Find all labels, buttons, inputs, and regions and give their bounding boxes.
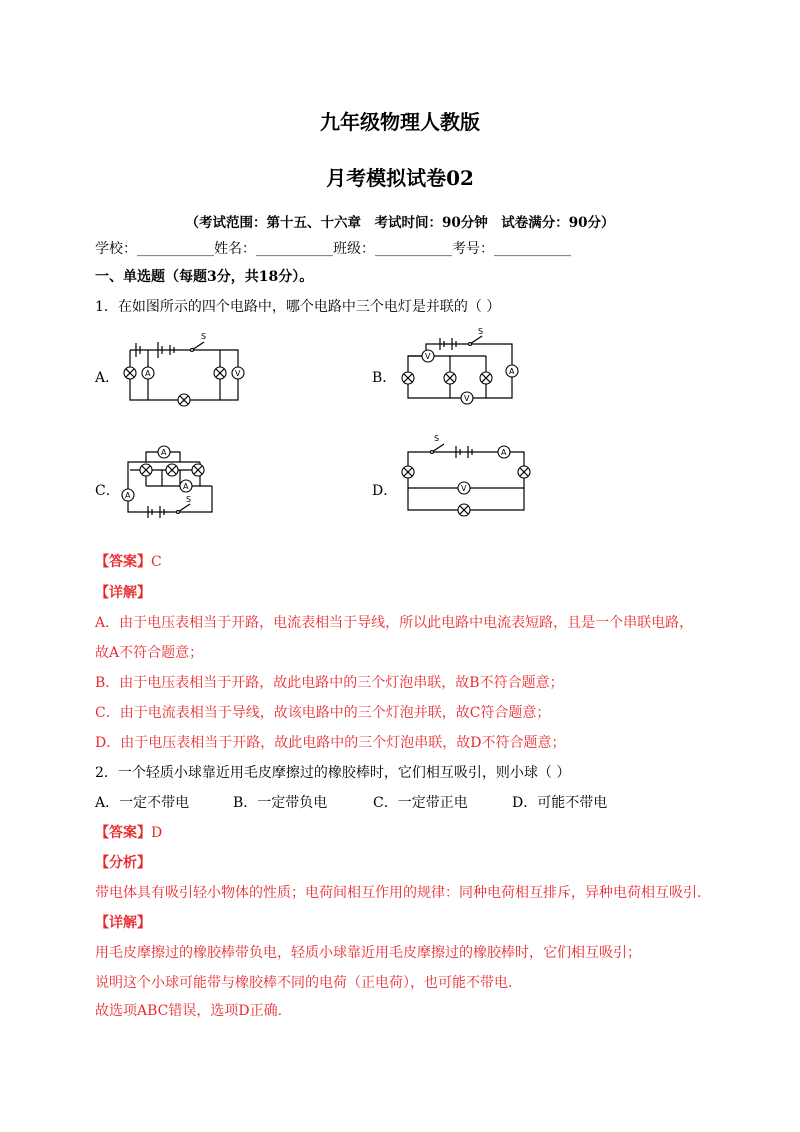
q1-detail-line: A．由于电压表相当于开路，电流表相当于导线，所以此电路中电流表短路，且是一个串联电路， bbox=[95, 615, 694, 631]
q2-analysis: 带电体具有吸引轻小物体的性质；电荷间相互作用的规律：同种电荷相互排斥，异种电荷相互吸引. bbox=[95, 885, 702, 901]
svg-text:A: A bbox=[161, 448, 167, 457]
svg-text:V: V bbox=[425, 352, 431, 361]
q2-option-c: C．一定带正电 bbox=[373, 795, 468, 811]
svg-text:S: S bbox=[478, 327, 484, 336]
exam-subtitle: 月考模拟试卷02 bbox=[326, 166, 474, 190]
svg-text:A: A bbox=[183, 482, 189, 491]
q2-detail-line: 说明这个小球可能带与橡胶棒不同的电荷（正电荷），也可能不带电. bbox=[95, 975, 513, 991]
switch-label: S bbox=[201, 332, 207, 341]
q1-detail-tag: 【详解】 bbox=[95, 585, 151, 601]
circuit-diagram-b bbox=[396, 326, 526, 412]
svg-text:S: S bbox=[186, 495, 192, 504]
svg-text:V: V bbox=[461, 484, 467, 493]
q1-answer: 【答案】C bbox=[95, 554, 162, 570]
question-2-stem: 2．一个轻质小球靠近用毛皮摩擦过的橡胶棒时，它们相互吸引，则小球（ ） bbox=[95, 765, 571, 781]
svg-text:A: A bbox=[509, 367, 515, 376]
question-1-stem: 1．在如图所示的四个电路中，哪个电路中三个电灯是并联的（ ） bbox=[95, 299, 501, 315]
q2-detail-line: 故选项ABC错误，选项D正确. bbox=[95, 1003, 283, 1019]
svg-text:A: A bbox=[501, 448, 507, 457]
option-label-d: D． bbox=[372, 483, 398, 499]
circuit-diagram-d bbox=[396, 430, 536, 520]
q2-analysis-tag: 【分析】 bbox=[95, 855, 151, 871]
q2-option-d: D．可能不带电 bbox=[512, 795, 608, 811]
q2-option-a: A．一定不带电 bbox=[95, 795, 190, 811]
q2-detail-tag: 【详解】 bbox=[95, 915, 151, 931]
q2-detail-line: 用毛皮摩擦过的橡胶棒带负电，轻质小球靠近用毛皮摩擦过的橡胶棒时，它们相互吸引； bbox=[95, 945, 641, 961]
option-label-c: C． bbox=[95, 483, 120, 499]
svg-text:S: S bbox=[434, 434, 440, 443]
q2-option-b: B．一定带负电 bbox=[233, 795, 328, 811]
option-label-a: A． bbox=[95, 370, 120, 386]
svg-text:V: V bbox=[464, 394, 470, 403]
q1-detail-line: 故A不符合题意； bbox=[95, 645, 204, 661]
exam-title: 九年级物理人教版 bbox=[320, 110, 480, 134]
option-label-b: B． bbox=[372, 370, 397, 386]
q1-detail-line: D．由于电压表相当于开路，故此电路中的三个灯泡串联，故D不符合题意； bbox=[95, 735, 566, 751]
svg-text:A: A bbox=[145, 369, 151, 378]
q1-detail-line: C．由于电流表相当于导线，故该电路中的三个灯泡并联，故C符合题意； bbox=[95, 705, 551, 721]
circuit-diagram-a bbox=[118, 328, 250, 408]
svg-text:V: V bbox=[235, 369, 241, 378]
circuit-diagram-c bbox=[116, 440, 226, 520]
student-info-line: 学校：___________姓名：___________班级：___________考号：___________ bbox=[95, 241, 571, 257]
q1-detail-line: B．由于电压表相当于开路，故此电路中的三个灯泡串联，故B不符合题意； bbox=[95, 675, 564, 691]
exam-scope: （考试范围：第十五、十六章 考试时间：90分钟 试卷满分：90分） bbox=[185, 215, 615, 231]
section-heading: 一、单选题（每题3分，共18分）。 bbox=[95, 269, 314, 285]
svg-text:A: A bbox=[125, 491, 131, 500]
q2-answer: 【答案】D bbox=[95, 825, 163, 841]
